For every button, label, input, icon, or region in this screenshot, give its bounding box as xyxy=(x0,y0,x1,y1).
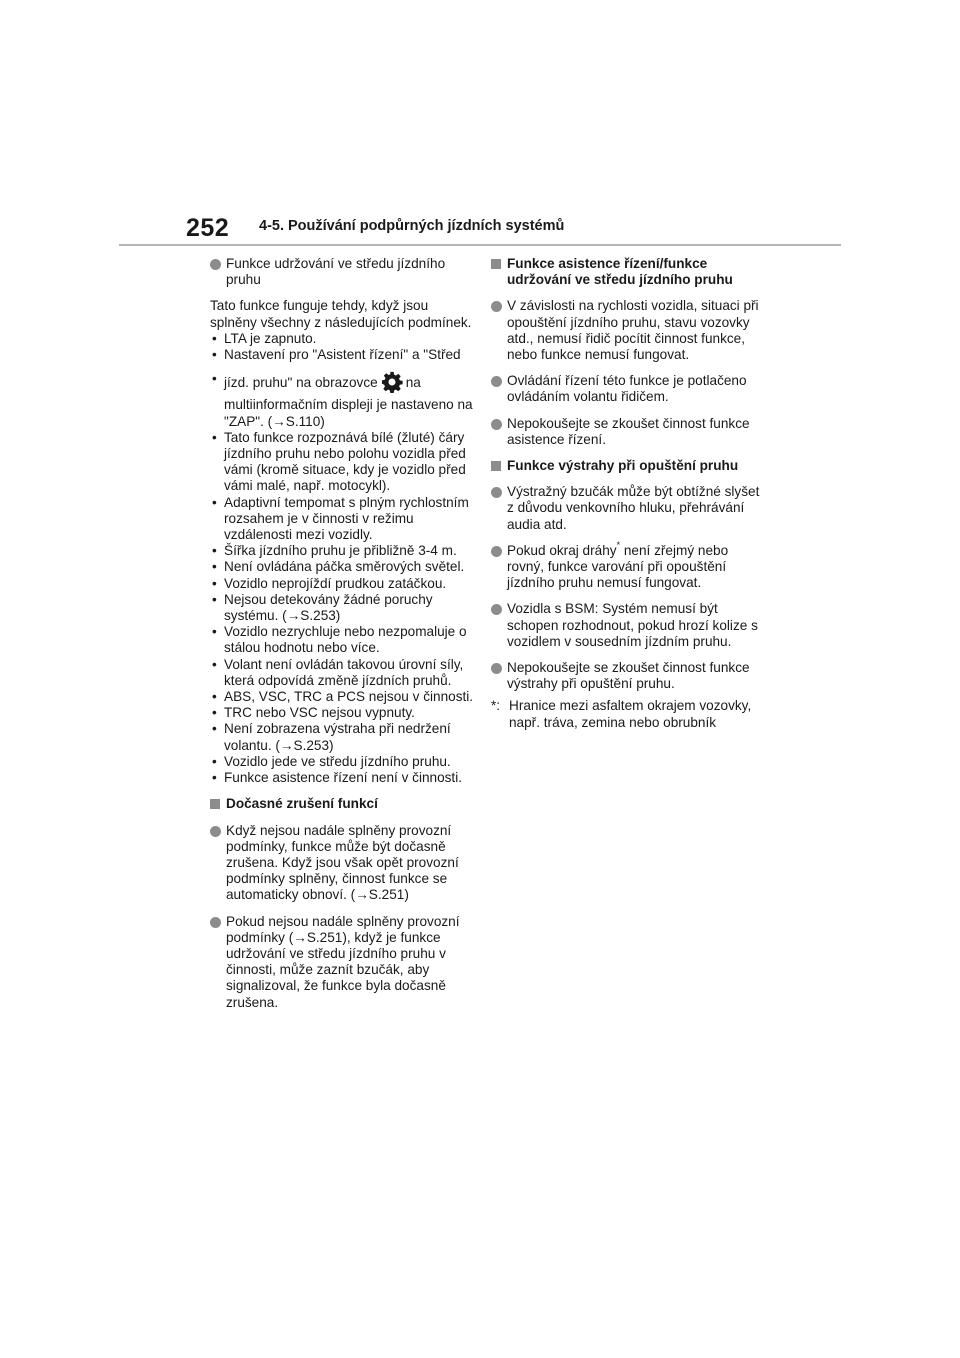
condition-text: na multiinformačním displeji je nastaveno na "ZAP". (→S.110) xyxy=(224,375,473,429)
condition-item: • Tato funkce rozpoznává bílé (žluté) čáry jízdního pruhu nebo polohu vozidla před vámi (kromě situace, kdy je vozidlo před vámi malé, např. motocykl). xyxy=(210,430,478,495)
bullet-bsm: Vozidla s BSM: Systém nemusí být schopen rozhodnout, pokud hrozí kolize s vozidlem v sousedním jízdním pruhu. xyxy=(491,601,761,650)
bullet-buzzer-hearing: Výstražný bzučák může být obtížné slyšet z důvodu venkovního hluku, přehrávání audia atd. xyxy=(491,484,761,533)
bullet-lane-centering: Funkce udržování ve středu jízdního pruhu xyxy=(210,256,478,288)
footnote-mark: *: xyxy=(491,698,501,714)
bullet-steering-override: Ovládání řízení této funkce je potlačeno ovládáním volantu řidičem. xyxy=(491,373,761,405)
condition-item: • Vozidlo nezrychluje nebo nezpomaluje o stálou hodnotu nebo více. xyxy=(210,624,478,656)
chapter-title: 4-5. Používání podpůrných jízdních systémů xyxy=(259,218,565,234)
footnote-text: Hranice mezi asfaltem okrajem vozovky, např. tráva, zemina nebo obrubník xyxy=(509,698,752,730)
right-column xyxy=(491,256,761,731)
condition-item: • Nejsou detekovány žádné poruchy systému. (→S.253) xyxy=(210,592,478,624)
condition-item: • ABS, VSC, TRC a PCS nejsou v činnosti. xyxy=(210,689,478,705)
page-number: 252 xyxy=(186,214,230,242)
condition-item-settings xyxy=(210,371,478,430)
bullet-buzzer-cancel: Pokud nejsou nadále splněny provozní podmínky (→S.251), když je funkce udržování ve středu jízdního pruhu v činnosti, může zaznít bzučák, aby signalizoval, že funkce byla dočasně zrušena. xyxy=(210,914,478,1011)
footnote-marker: * xyxy=(616,540,621,551)
bullet-no-testing: Nepokoušejte se zkoušet činnost funkce asistence řízení. xyxy=(491,416,761,448)
condition-item: • Funkce asistence řízení není v činnosti. xyxy=(210,770,478,786)
gear-icon xyxy=(381,371,403,397)
condition-item: • Vozidlo neprojíždí prudkou zatáčkou. xyxy=(210,576,478,592)
bullet-temporary-cancel: Když nejsou nadále splněny provozní podmínky, funkce může být dočasně zrušena. Když jsou však opět provozní podmínky splněny, činnost funkce se automaticky obnoví. (→S.251) xyxy=(210,823,478,904)
page-header xyxy=(0,0,960,250)
section-heading-temporary-cancel: Dočasné zrušení funkcí xyxy=(210,796,478,812)
condition-item: • Šířka jízdního pruhu je přibližně 3-4 m. xyxy=(210,543,478,559)
bullet-steering-feel: V závislosti na rychlosti vozidla, situaci při opouštění jízdního pruhu, stavu vozovky atd., nemusí řidič pocítit činnost funkce, nebo funkce nemusí fungovat. xyxy=(491,298,761,363)
condition-item: • LTA je zapnuto. xyxy=(210,331,478,347)
left-column xyxy=(210,256,478,1011)
bullet-road-edge: Pokud okraj dráhy* není zřejmý nebo rovný, funkce varování při opouštění jízdního pruhu nemusí fungovat. xyxy=(491,543,761,592)
condition-item: • Nastavení pro "Asistent řízení" a "Střed xyxy=(210,347,478,363)
condition-item: • Volant není ovládán takovou úrovní síly, která odpovídá změně jízdních pruhů. xyxy=(210,657,478,689)
condition-item: • Adaptivní tempomat s plným rychlostním rozsahem je v činnosti v režimu vzdálenosti mezi vozidly. xyxy=(210,495,478,544)
section-heading-lane-departure: Funkce výstrahy při opuštění pruhu xyxy=(491,458,761,474)
header-divider xyxy=(119,244,841,246)
condition-item: • Není ovládána páčka směrových světel. xyxy=(210,559,478,575)
condition-item: • Není zobrazena výstraha při nedržení volantu. (→S.253) xyxy=(210,721,478,753)
section-heading-steering-assist: Funkce asistence řízení/funkce udržování ve středu jízdního pruhu xyxy=(491,256,761,288)
footnote xyxy=(491,698,761,730)
conditions-intro: Tato funkce funguje tehdy, když jsou splněny všechny z následujících podmínek. xyxy=(210,298,472,330)
condition-item: • TRC nebo VSC nejsou vypnuty. xyxy=(210,705,478,721)
condition-item: • Vozidlo jede ve středu jízdního pruhu. xyxy=(210,754,478,770)
bullet-no-testing-warning: Nepokoušejte se zkoušet činnost funkce výstrahy při opuštění pruhu. xyxy=(491,660,761,692)
condition-text: jízd. pruhu" na obrazovce xyxy=(224,375,378,391)
